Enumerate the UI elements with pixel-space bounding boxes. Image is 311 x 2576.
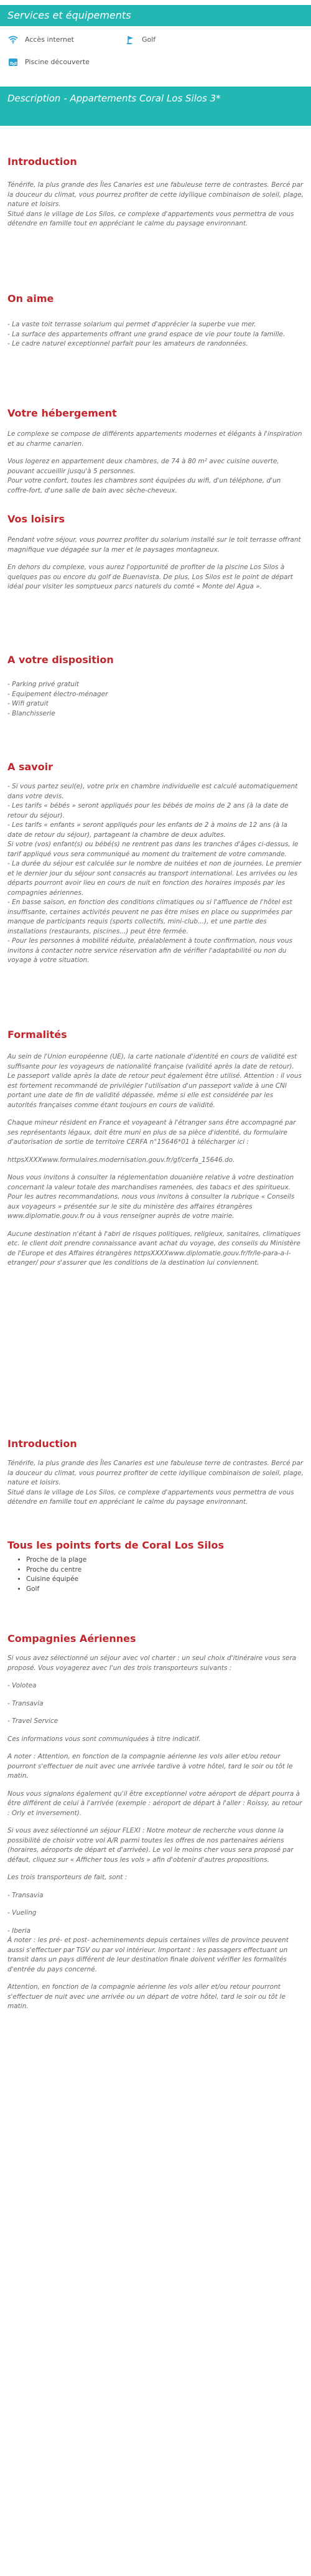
section-title: A votre disposition — [7, 654, 114, 666]
section-text — [0, 1654, 311, 2012]
paragraph: - Parking privé gratuit - Equipement électro-ménager - Wifi gratuit - Blanchisserie — [7, 681, 108, 717]
paragraph: - Si vous partez seul(e), votre prix en chambre individuelle est calculé automatiquement dans votre devis. - Les tarifs « bébés » seront appliqués pour les bébés de moins de 2 ans (à la date de retour du séjour). - Les tarifs « enfants » seront appliqués pour les enfants de 2 à moins de 12 ans (à la date de retour du séjour), partageant la chambre de deux adultes. Si votre (vos) enfant(s) ou bébé(s) ne rentrent pas dans les tranches d'âges ci-dessus, le tarif appliqué vous sera communiqué au moment du traitement de votre commande. - La durée du séjour est calculée sur le nombre de nuitées et non de journées. Le premier et le dernier jour du séjour sont consacrés au transport international. Les arrivées ou les départs pourront avoir lieu en cours de nuit en fonction des horaires imposés par les compagnies aériennes. - En basse saison, en fonction des conditions climatiques ou si l'affluence de l'hôtel est insuffisante, certaines activités peuvent ne pas être mises en place ou supprimées par manque de participants requis (sports collectifs, mini-club...), et une partie des installations (restaurants, piscines...) peut être fermée. - Pour les personnes à mobilité réduite, préalablement à toute confirmation, nous vous invitons à contacter notre service réservation afin de vérifier l'adaptabilité ou non du voyage à votre situation. — [7, 783, 302, 964]
paragraph: Vous logerez en appartement deux chambres, de 74 à 80 m² avec cuisine ouverte, pouvant accueillir jusqu'à 5 personnes. Pour votre confort, toutes les chambres sont équipées du wifi, d'un téléphone, d'un coffre-fort, d'une salle de bain avec sèche-cheveux. — [7, 458, 281, 494]
service-item-golf — [124, 35, 156, 45]
section-title: Introduction — [7, 1438, 77, 1450]
paragraph: Au sein de l'Union européenne (UE), la carte nationale d'identité en cours de validité est suffisante pour les voyageurs de nationalité française (validité après la date de retour). Le passeport valide après la date de retour peut également être utilisé. Attention : il vous est fortement recommandé de privilégier l'utilisation d'un passeport valide à une CNI portant une date de fin de validité dépassée, même si elle est considérée par les autorités françaises comme étant toujours en cours de validité. — [7, 1053, 302, 1109]
paragraph: - Iberia À noter : les pré- et post- acheminements depuis certaines villes de province peuvent aussi s'effectuer par TGV ou par vol intérieur. Important : les passagers effectuant un transit dans un pays différent de leur destination finale doivent vérifier les formalités d'entrée du pays concerné. — [7, 1927, 289, 1973]
wifi-icon — [7, 35, 19, 44]
paragraph: Attention, en fonction de la compagnie aérienne les vols aller et/ou retour pourront s'effectuer de nuit avec une arrivée ou un départ de votre hôtel, tard le soir ou tôt le matin. — [7, 1983, 285, 2010]
service-item-internet — [7, 35, 74, 45]
description-heading: Description - Appartements Coral Los Silos 3* — [0, 87, 311, 126]
section-title: Votre hébergement — [7, 407, 117, 419]
list-item: • Proche du centre — [26, 1565, 311, 1575]
paragraph: Ténérife, la plus grande des Îles Canaries est une fabuleuse terre de contrastes. Bercé par la douceur du climat, vous pourrez profiter de cette idyllique combinaison de soleil, plage, nature et loisirs. Situé dans le village de Los Silos, ce complexe d'appartements vous permettra de vous détendre en famille tout en appréciant le calme du paysage environnant. — [7, 181, 304, 227]
section-text — [0, 535, 311, 592]
section-formalites — [0, 1029, 311, 1268]
paragraph: Pendant votre séjour, vous pourrez profiter du solarium installé sur le toit terrasse offrant magnifique vue dégagée sur la mer et le paysages montagneux. — [7, 536, 301, 554]
section-disposition — [0, 654, 311, 719]
paragraph: Le complexe se compose de différents appartements modernes et élégants à l'inspiration et au charme canarien. — [7, 430, 302, 448]
section-compagnies — [0, 1633, 311, 2012]
section-text — [0, 1052, 311, 1268]
section-points-forts — [0, 1539, 311, 1594]
points-forts-list — [0, 1555, 311, 1594]
paragraph: - La vaste toit terrasse solarium qui permet d'apprécier la superbe vue mer. - La surface des appartements offrant une grand espace de vie pour toute la famille. - Le cadre naturel exceptionnel parfait pour les amateurs de randonnées. — [7, 321, 285, 347]
section-introduction — [0, 156, 311, 229]
services-list — [0, 26, 311, 77]
paragraph: httpsXXXXwww.formulaires.modernisation.gouv.fr/gf/cerfa_15646.do. — [7, 1156, 235, 1164]
paragraph: - Transavia — [7, 1891, 44, 1899]
paragraph: - Vueling — [7, 1909, 37, 1917]
pool-icon — [7, 58, 19, 67]
section-text — [0, 430, 311, 496]
paragraph: Ces informations vous sont communiquées à titre indicatif. — [7, 1735, 201, 1743]
paragraph: - Travel Service — [7, 1717, 58, 1725]
service-item-pool — [7, 57, 90, 67]
paragraph: Nous vous signalons également qu'il être exceptionnel votre aéroport de départ pourra à être différent de celui à l'arrivée (exemple : aéroport de départ à l'aller : Roissy, au retour : Orly et inversement). — [7, 1790, 302, 1817]
section-text — [0, 320, 311, 349]
paragraph: Si vous avez sélectionné un séjour avec vol charter : un seul choix d'itinéraire vous sera proposé. Vous voyagerez avec l'un des trois transporteurs suivants : — [7, 1654, 297, 1672]
paragraph: Si vous avez sélectionné un séjour FLEXI : Notre moteur de recherche vous donne la possibilité de choisir votre vol A/R parmi toutes les offres de nos partenaires aériens (horaires, aéroports de départ et d'arrivée). Le vol le moins cher vous sera proposé par défaut, cliquez sur « Afficher tous les vols » afin d'obtenir d'autres propositions. — [7, 1827, 294, 1864]
list-item: • Cuisine équipée — [26, 1575, 311, 1585]
section-title: Introduction — [7, 156, 77, 167]
paragraph: Ténérife, la plus grande des Îles Canaries est une fabuleuse terre de contrastes. Bercé par la douceur du climat, vous pourrez profiter de cette idyllique combinaison de soleil, plage, nature et loisirs. Situé dans le village de Los Silos, ce complexe d'appartements vous permettra de vous détendre en famille tout en appréciant le calme du paysage environnant. — [7, 1460, 304, 1506]
services-heading: Services et équipements — [0, 5, 311, 26]
section-text — [0, 1459, 311, 1507]
paragraph: Chaque mineur résident en France et voyageant à l'étranger sans être accompagné par ses représentants légaux, doit être muni en plus de sa pièce d'identité, du formulaire d'autorisation de sortie de territoire CERFA n°15646*01 à télécharger ici : — [7, 1119, 296, 1146]
section-title: Tous les points forts de Coral Los Silos — [7, 1539, 224, 1551]
list-item: • Golf — [26, 1585, 311, 1595]
section-introduction-2 — [0, 1438, 311, 1507]
service-label: Piscine découverte — [25, 58, 90, 66]
section-title: Compagnies Aériennes — [7, 1633, 136, 1644]
paragraph: Les trois transporteurs de fait, sont : — [7, 1874, 128, 1881]
section-title: A savoir — [7, 761, 53, 773]
paragraph: - Transavia — [7, 1699, 44, 1707]
section-title: On aime — [7, 293, 54, 304]
section-text — [0, 680, 311, 719]
section-text — [0, 181, 311, 229]
golf-icon — [124, 35, 136, 44]
section-title: Vos loisirs — [7, 513, 65, 525]
list-item: • Proche de la plage — [26, 1555, 311, 1565]
section-on-aime — [0, 293, 311, 349]
paragraph: Nous vous invitons à consulter la réglementation douanière relative à votre destination concernant la valeur totale des marchandises ramenées, des tabacs et des spiritueux. Pour les autres recommandations, nous vous invitons à consulter la rubrique « Conseils aux voyageurs » présentée sur le site du ministère des affaires étrangères www.diplomatie.gouv.fr ou à vous renseigner auprès de votre mairie. — [7, 1174, 295, 1220]
paragraph: Aucune destination n'étant à l'abri de risques politiques, religieux, sanitaires, climatiques etc. le client doit prendre connaissance avant achat du voyage, des conseils du Ministère de l'Europe et des Affaires étrangères httpsXXXXwww.diplomatie.gouv.fr/fr/le-para-a-l-etranger/ pour s'assurer que les conditions de la destination lui conviennent. — [7, 1230, 301, 1267]
service-label: Golf — [142, 35, 156, 44]
section-hebergement — [0, 407, 311, 496]
paragraph: - Volotea — [7, 1682, 37, 1689]
section-title: Formalités — [7, 1029, 67, 1040]
section-a-savoir — [0, 761, 311, 966]
paragraph: En dehors du complexe, vous aurez l'opportunité de profiter de la piscine Los Silos à quelques pas ou encore du golf de Buenavista. De plus, Los Silos est le point de départ idéal pour visiter les somptueux parcs naturels du comté « Monte del Agua ». — [7, 564, 293, 590]
paragraph: A noter : Attention, en fonction de la compagnie aérienne les vols aller et/ou retour pourront s'effectuer de nuit avec une arrivée tardive à votre hôtel, tard le soir ou tôt le matin. — [7, 1753, 293, 1780]
service-label: Accès internet — [25, 35, 74, 44]
section-loisirs — [0, 513, 311, 592]
section-text — [0, 782, 311, 966]
